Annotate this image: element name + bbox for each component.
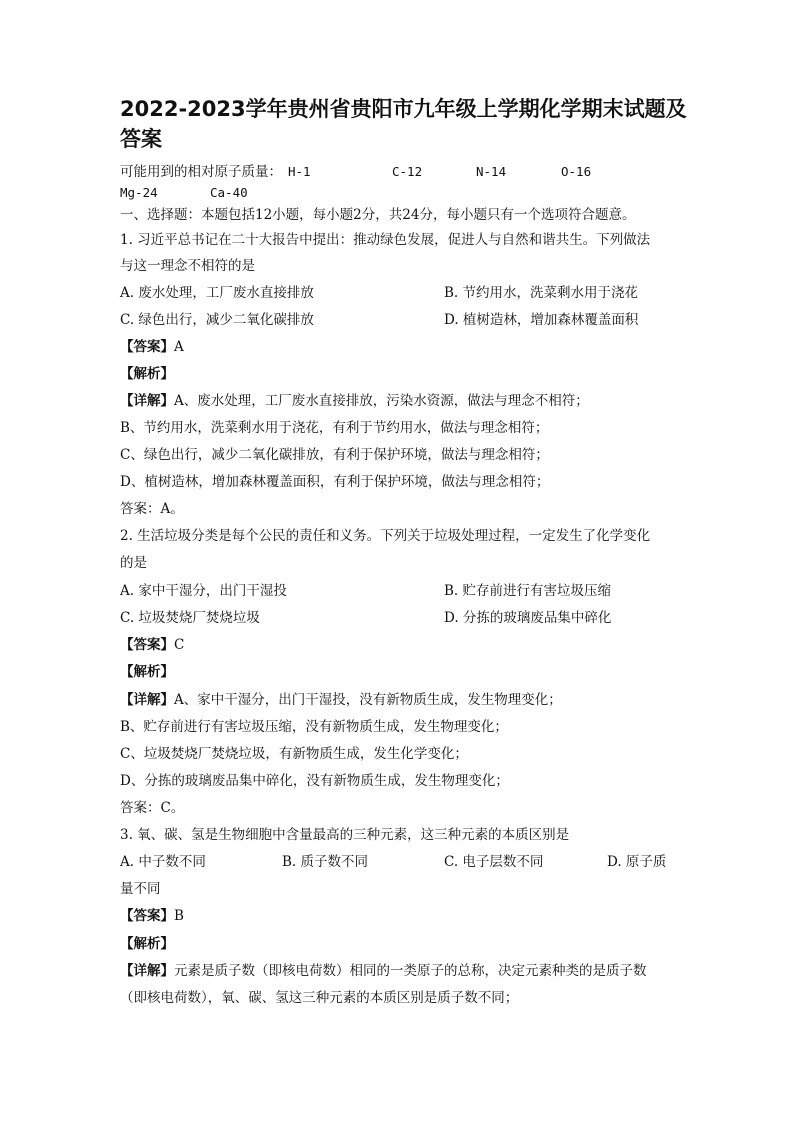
q3-detail-1-text: 元素是质子数（即核电荷数）相同的一类原子的总称，决定元素种类的是质子数: [174, 963, 647, 979]
q2-detail-2: B、贮存前进行有害垃圾压缩，没有新物质生成，发生物理变化；: [120, 719, 508, 735]
q3-detail-tag: 【详解】: [120, 963, 174, 979]
q2-analysis-tag: 【解析】: [120, 664, 174, 680]
q3-detail-2: （即核电荷数），氧、碳、氢这三种元素的本质区别是质子数不同；: [120, 990, 519, 1006]
q2-detail-1-text: A、家中干湿分，出门干湿投，没有新物质生成，发生物理变化；: [174, 692, 562, 708]
q1-detail-2: B、节约用水，洗菜剩水用于浇花，有利于节约用水，做法与理念相符；: [120, 420, 549, 436]
q1-final-answer: 答案：A。: [120, 501, 184, 517]
q2-stem-2: 的是: [120, 555, 147, 571]
q1-detail-1-text: A、废水处理，工厂废水直接排放，污染水资源，做法与理念不相符；: [174, 393, 589, 409]
q2-final-answer: 答案：C。: [120, 800, 185, 816]
mass-h: H-1: [288, 164, 311, 179]
q2-option-b: B. 贮存前进行有害垃圾压缩: [444, 583, 612, 599]
q2-detail-4: D、分拣的玻璃废品集中碎化，没有新物质生成，发生物理变化；: [120, 773, 509, 789]
q1-answer: [120, 338, 184, 356]
q2-option-d: D. 分拣的玻璃废品集中碎化: [444, 610, 612, 626]
q2-answer-tag: 【答案】: [120, 637, 174, 653]
q1-analysis-tag: 【解析】: [120, 366, 174, 382]
q3-answer-value: B: [174, 908, 184, 924]
title-line-1: 2022-2023学年贵州省贵阳市九年级上学期化学期末试题及: [120, 97, 687, 121]
q1-detail-1: [120, 392, 589, 410]
mass-o: O-16: [561, 164, 592, 179]
q2-answer: [120, 636, 184, 654]
atomic-mass-label: 可能用到的相对原子质量：: [120, 164, 282, 180]
section-heading: 一、选择题：本题包括12小题，每小题2分，共24分，每小题只有一个选项符合题意。: [120, 207, 636, 223]
q1-stem-2: 与这一理念不相符的是: [120, 258, 255, 274]
q1-answer-value: A: [174, 339, 184, 355]
q2-detail-3: C、垃圾焚烧厂焚烧垃圾，有新物质生成，发生化学变化；: [120, 746, 468, 762]
q1-option-a: A. 废水处理，工厂废水直接排放: [120, 285, 314, 301]
q1-stem-1: 1. 习近平总书记在二十大报告中提出：推动绿色发展，促进人与自然和谐共生。下列做法: [120, 232, 651, 248]
q3-option-a: A. 中子数不同: [120, 854, 206, 870]
q1-detail-4: D、植树造林，增加森林覆盖面积，有利于保护环境，做法与理念相符；: [120, 474, 550, 490]
page-title: [120, 94, 720, 154]
q2-detail-1: [120, 691, 562, 709]
q3-answer: [120, 907, 184, 925]
q3-option-d: D. 原子质: [607, 854, 667, 870]
q1-option-b: B. 节约用水，洗菜剩水用于浇花: [444, 285, 639, 301]
mass-mg: Mg-24: [120, 185, 158, 200]
q1-option-d: D. 植树造林，增加森林覆盖面积: [444, 312, 639, 328]
q3-analysis-tag: 【解析】: [120, 936, 174, 952]
q2-stem-1: 2. 生活垃圾分类是每个公民的责任和义务。下列关于垃圾处理过程，一定发生了化学变化: [120, 528, 651, 544]
mass-c: C-12: [392, 164, 423, 179]
q3-option-b: B. 质子数不同: [282, 854, 369, 870]
title-line-2: 答案: [120, 127, 162, 151]
q3-option-d-cont: 量不同: [120, 881, 161, 897]
mass-ca: Ca-40: [210, 185, 248, 200]
q2-option-c: C. 垃圾焚烧厂焚烧垃圾: [120, 610, 260, 626]
q3-answer-tag: 【答案】: [120, 908, 174, 924]
q3-option-c: C. 电子层数不同: [444, 854, 544, 870]
q1-option-c: C. 绿色出行，减少二氧化碳排放: [120, 312, 314, 328]
q2-answer-value: C: [174, 637, 185, 653]
q2-detail-tag: 【详解】: [120, 692, 174, 708]
mass-n: N-14: [476, 164, 507, 179]
q2-option-a: A. 家中干湿分，出门干湿投: [120, 583, 287, 599]
atomic-mass-row-1: [120, 163, 282, 181]
q1-answer-tag: 【答案】: [120, 339, 174, 355]
q1-detail-tag: 【详解】: [120, 393, 174, 409]
q3-detail-1: [120, 962, 647, 980]
q3-stem-1: 3. 氧、碳、氢是生物细胞中含量最高的三种元素，这三种元素的本质区别是: [120, 827, 570, 843]
q1-detail-3: C、绿色出行，减少二氧化碳排放，有利于保护环境，做法与理念相符；: [120, 447, 549, 463]
